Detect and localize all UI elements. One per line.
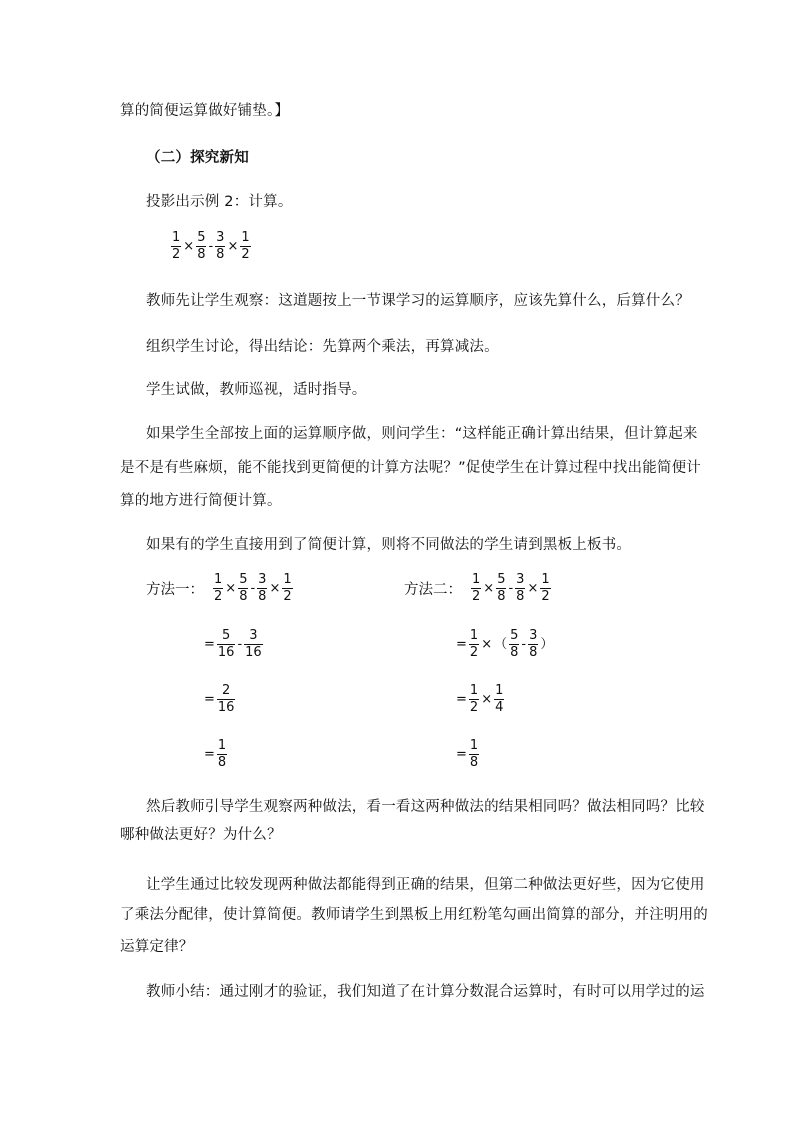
method1-step3 [203, 683, 236, 716]
equals-sign: = [456, 746, 467, 762]
minus-sign: - [237, 636, 243, 652]
fraction: $\frac{1}{2}$ [283, 572, 292, 604]
minus-sign: - [250, 580, 256, 596]
fraction: $\frac{1}{8}$ [217, 738, 227, 770]
fraction: $\frac{3}{8}$ [258, 572, 267, 604]
paragraph-line: 教师小结：通过刚才的验证，我们知道了在计算分数混合运算时，有时可以用学过的运 [146, 984, 705, 1000]
fraction: $\frac{1}{2}$ [214, 572, 223, 604]
equals-sign: = [204, 746, 215, 762]
paragraph-line: 投影出示例 2：计算。 [146, 194, 293, 210]
fraction: $\frac{3}{8}$ [216, 230, 225, 262]
equals-sign: = [204, 691, 215, 707]
method2-label: 方法二： [404, 582, 462, 598]
fraction: $\frac{3}{16}$ [245, 628, 262, 660]
method2-step2 [455, 628, 554, 661]
fraction: $\frac{5}{8}$ [497, 572, 506, 604]
paragraph-line: 如果学生全部按上面的运算顺序做，则问学生：“这样能正确计算出结果，但计算起来 [146, 426, 698, 442]
paragraph-line: 算的简便运算做好铺垫。】 [120, 103, 290, 119]
paragraph-line: 是不是有些麻烦，能不能找到更简便的计算方法呢？”促使学生在计算过程中找出能简便计 [120, 460, 702, 476]
left-paren: （ [494, 636, 508, 652]
minus-sign: - [521, 636, 527, 652]
fraction: $\frac{1}{2}$ [241, 230, 250, 262]
paragraph-line: 教师先让学生观察：这道题按上一节课学习的运算顺序，应该先算什么，后算什么？ [146, 293, 690, 309]
fraction: $\frac{3}{8}$ [529, 628, 538, 660]
equals-sign: = [204, 636, 215, 652]
times-sign: × [269, 580, 281, 596]
fraction: $\frac{5}{16}$ [217, 628, 235, 660]
fraction: $\frac{5}{8}$ [239, 572, 248, 604]
fraction: $\frac{1}{2}$ [469, 683, 479, 715]
paragraph-line: 然后教师引导学生观察两种做法，看一看这两种做法的结果相同吗？做法相同吗？比较 [146, 799, 705, 815]
method1-step1 [146, 572, 294, 605]
section-heading: （二）探究新知 [146, 150, 249, 166]
paragraph-line: 了乘法分配律，使计算简便。教师请学生到黑板上用红粉笔勾画出简算的部分，并注明用的 [120, 907, 708, 923]
method1-label: 方法一： [146, 582, 204, 598]
minus-sign: - [208, 238, 214, 254]
method1-step4 [203, 738, 228, 771]
fraction: $\frac{1}{4}$ [495, 683, 504, 715]
method2-step3 [455, 683, 505, 716]
fraction: $\frac{1}{2}$ [541, 572, 550, 604]
times-sign: × [183, 238, 195, 254]
fraction: $\frac{3}{8}$ [516, 572, 525, 604]
fraction: $\frac{5}{8}$ [197, 230, 206, 262]
paragraph-line: 运算定律？ [120, 939, 194, 955]
paragraph-line: 哪种做法更好？为什么？ [120, 827, 282, 843]
equals-sign: = [456, 636, 467, 652]
times-sign: × [483, 580, 495, 596]
minus-sign: - [508, 580, 514, 596]
fraction: $\frac{2}{16}$ [217, 683, 235, 715]
paragraph-line: 让学生通过比较发现两种做法都能得到正确的结果，但第二种做法更好些，因为它使用 [146, 877, 705, 893]
paragraph-line: 算的地方进行简便计算。 [120, 493, 282, 509]
fraction: $\frac{1}{2}$ [472, 572, 481, 604]
paragraph-line: 如果有的学生直接用到了简便计算，则将不同做法的学生请到黑板上板书。 [146, 537, 632, 553]
method2-step4 [455, 738, 480, 771]
right-paren: ） [540, 636, 554, 652]
fraction: $\frac{1}{2}$ [469, 628, 479, 660]
times-sign: × [227, 238, 239, 254]
method2-step1 [404, 572, 552, 605]
times-sign: × [527, 580, 539, 596]
example-expression [170, 230, 252, 263]
paragraph-line: 组织学生讨论，得出结论：先算两个乘法，再算减法。 [146, 339, 499, 355]
fraction: $\frac{1}{8}$ [469, 738, 479, 770]
fraction: $\frac{5}{8}$ [510, 628, 519, 660]
method1-step2 [203, 628, 264, 661]
fraction: $\frac{1}{2}$ [172, 230, 181, 262]
times-sign: × [481, 636, 493, 652]
times-sign: × [481, 691, 493, 707]
equals-sign: = [456, 691, 467, 707]
paragraph-line: 学生试做，教师巡视，适时指导。 [146, 382, 367, 398]
times-sign: × [225, 580, 237, 596]
